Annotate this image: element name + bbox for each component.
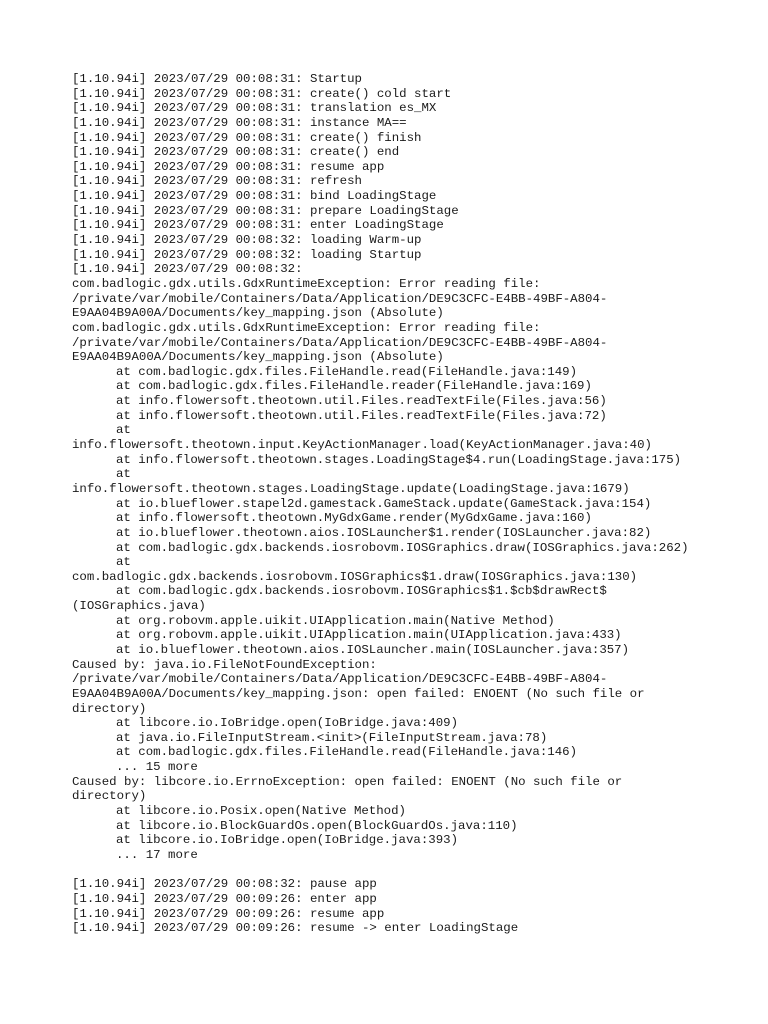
log-line: at libcore.io.Posix.open(Native Method) <box>116 804 406 819</box>
log-line: com.badlogic.gdx.utils.GdxRuntimeException: Error reading file: <box>72 320 541 335</box>
log-line: at io.blueflower.stapel2d.gamestack.GameStack.update(GameStack.java:154) <box>116 496 652 511</box>
log-line: [1.10.94i] 2023/07/29 00:09:26: resume app <box>72 906 385 921</box>
log-line: [1.10.94i] 2023/07/29 00:08:31: create() end <box>72 145 400 160</box>
log-line: [1.10.94i] 2023/07/29 00:08:32: loading Startup <box>72 247 422 262</box>
log-line: ... 15 more <box>116 760 198 775</box>
log-line: [1.10.94i] 2023/07/29 00:08:31: prepare LoadingStage <box>72 203 459 218</box>
log-line: at org.robovm.apple.uikit.UIApplication.main(Native Method) <box>116 613 555 628</box>
log-line: at com.badlogic.gdx.files.FileHandle.read(FileHandle.java:146) <box>116 745 578 760</box>
log-line: at com.badlogic.gdx.backends.iosrobovm.IOSGraphics$1.$cb$drawRect$ <box>116 584 607 599</box>
log-line: at info.flowersoft.theotown.stages.LoadingStage$4.run(LoadingStage.java:175) <box>116 452 682 467</box>
log-line: E9AA04B9A00A/Documents/key_mapping.json (Absolute) <box>72 350 444 365</box>
log-line: [1.10.94i] 2023/07/29 00:09:26: enter app <box>72 891 377 906</box>
log-line: [1.10.94i] 2023/07/29 00:08:31: instance MA== <box>72 115 407 130</box>
log-line: E9AA04B9A00A/Documents/key_mapping.json (Absolute) <box>72 306 444 321</box>
log-line: at com.badlogic.gdx.files.FileHandle.reader(FileHandle.java:169) <box>116 379 592 394</box>
log-line: com.badlogic.gdx.utils.GdxRuntimeException: Error reading file: <box>72 276 541 291</box>
log-line: com.badlogic.gdx.backends.iosrobovm.IOSGraphics$1.draw(IOSGraphics.java:130) <box>72 569 638 584</box>
log-line: info.flowersoft.theotown.input.KeyActionManager.load(KeyActionManager.java:40) <box>72 438 652 453</box>
log-line: ... 17 more <box>116 847 198 862</box>
log-line: at <box>116 423 131 438</box>
log-line: [1.10.94i] 2023/07/29 00:08:31: translation es_MX <box>72 101 437 116</box>
log-line: at libcore.io.IoBridge.open(IoBridge.java:409) <box>116 716 459 731</box>
log-line: E9AA04B9A00A/Documents/key_mapping.json: open failed: ENOENT (No such file or <box>72 686 645 701</box>
log-line: at libcore.io.BlockGuardOs.open(BlockGuardOs.java:110) <box>116 818 518 833</box>
log-line: at info.flowersoft.theotown.util.Files.readTextFile(Files.java:72) <box>116 408 607 423</box>
log-line: [1.10.94i] 2023/07/29 00:08:31: refresh <box>72 174 362 189</box>
log-line: [1.10.94i] 2023/07/29 00:08:31: create() finish <box>72 130 422 145</box>
log-line: directory) <box>72 701 147 716</box>
log-body <box>72 72 696 936</box>
log-line: /private/var/mobile/Containers/Data/Application/DE9C3CFC-E4BB-49BF-A804- <box>72 672 608 687</box>
log-line: at info.flowersoft.theotown.util.Files.readTextFile(Files.java:56) <box>116 394 607 409</box>
log-line: (IOSGraphics.java) <box>72 599 206 614</box>
log-line: at libcore.io.IoBridge.open(IoBridge.java:393) <box>116 833 459 848</box>
log-line: [1.10.94i] 2023/07/29 00:08:31: enter LoadingStage <box>72 218 444 233</box>
log-line: at io.blueflower.theotown.aios.IOSLauncher$1.render(IOSLauncher.java:82) <box>116 525 652 540</box>
log-line: directory) <box>72 789 147 804</box>
log-line: /private/var/mobile/Containers/Data/Application/DE9C3CFC-E4BB-49BF-A804- <box>72 291 608 306</box>
log-line: at com.badlogic.gdx.files.FileHandle.read(FileHandle.java:149) <box>116 364 578 379</box>
log-line: [1.10.94i] 2023/07/29 00:08:32: pause app <box>72 877 377 892</box>
log-line: at <box>116 555 131 570</box>
log-line: info.flowersoft.theotown.stages.LoadingStage.update(LoadingStage.java:1679) <box>72 481 630 496</box>
log-line: [1.10.94i] 2023/07/29 00:08:32: <box>72 262 303 277</box>
log-line: [1.10.94i] 2023/07/29 00:08:31: resume app <box>72 159 385 174</box>
log-line: [1.10.94i] 2023/07/29 00:08:31: Startup <box>72 72 362 86</box>
log-line: [1.10.94i] 2023/07/29 00:08:31: create() cold start <box>72 86 452 101</box>
log-line: [1.10.94i] 2023/07/29 00:08:32: loading Warm-up <box>72 233 422 248</box>
log-line: at io.blueflower.theotown.aios.IOSLauncher.main(IOSLauncher.java:357) <box>116 642 630 657</box>
log-line: Caused by: libcore.io.ErrnoException: open failed: ENOENT (No such file or <box>72 774 623 789</box>
log-line <box>72 863 696 878</box>
log-line: [1.10.94i] 2023/07/29 00:08:31: bind LoadingStage <box>72 189 437 204</box>
log-line: at org.robovm.apple.uikit.UIApplication.main(UIApplication.java:433) <box>116 628 622 643</box>
log-line: Caused by: java.io.FileNotFoundException: <box>72 657 377 672</box>
log-line: at com.badlogic.gdx.backends.iosrobovm.IOSGraphics.draw(IOSGraphics.java:262) <box>116 540 689 555</box>
log-line: at java.io.FileInputStream.<init>(FileInputStream.java:78) <box>116 730 548 745</box>
log-line: at <box>116 467 131 482</box>
log-line: [1.10.94i] 2023/07/29 00:09:26: resume -> enter LoadingStage <box>72 921 519 936</box>
log-line: at info.flowersoft.theotown.MyGdxGame.render(MyGdxGame.java:160) <box>116 511 592 526</box>
log-line: /private/var/mobile/Containers/Data/Application/DE9C3CFC-E4BB-49BF-A804- <box>72 335 608 350</box>
